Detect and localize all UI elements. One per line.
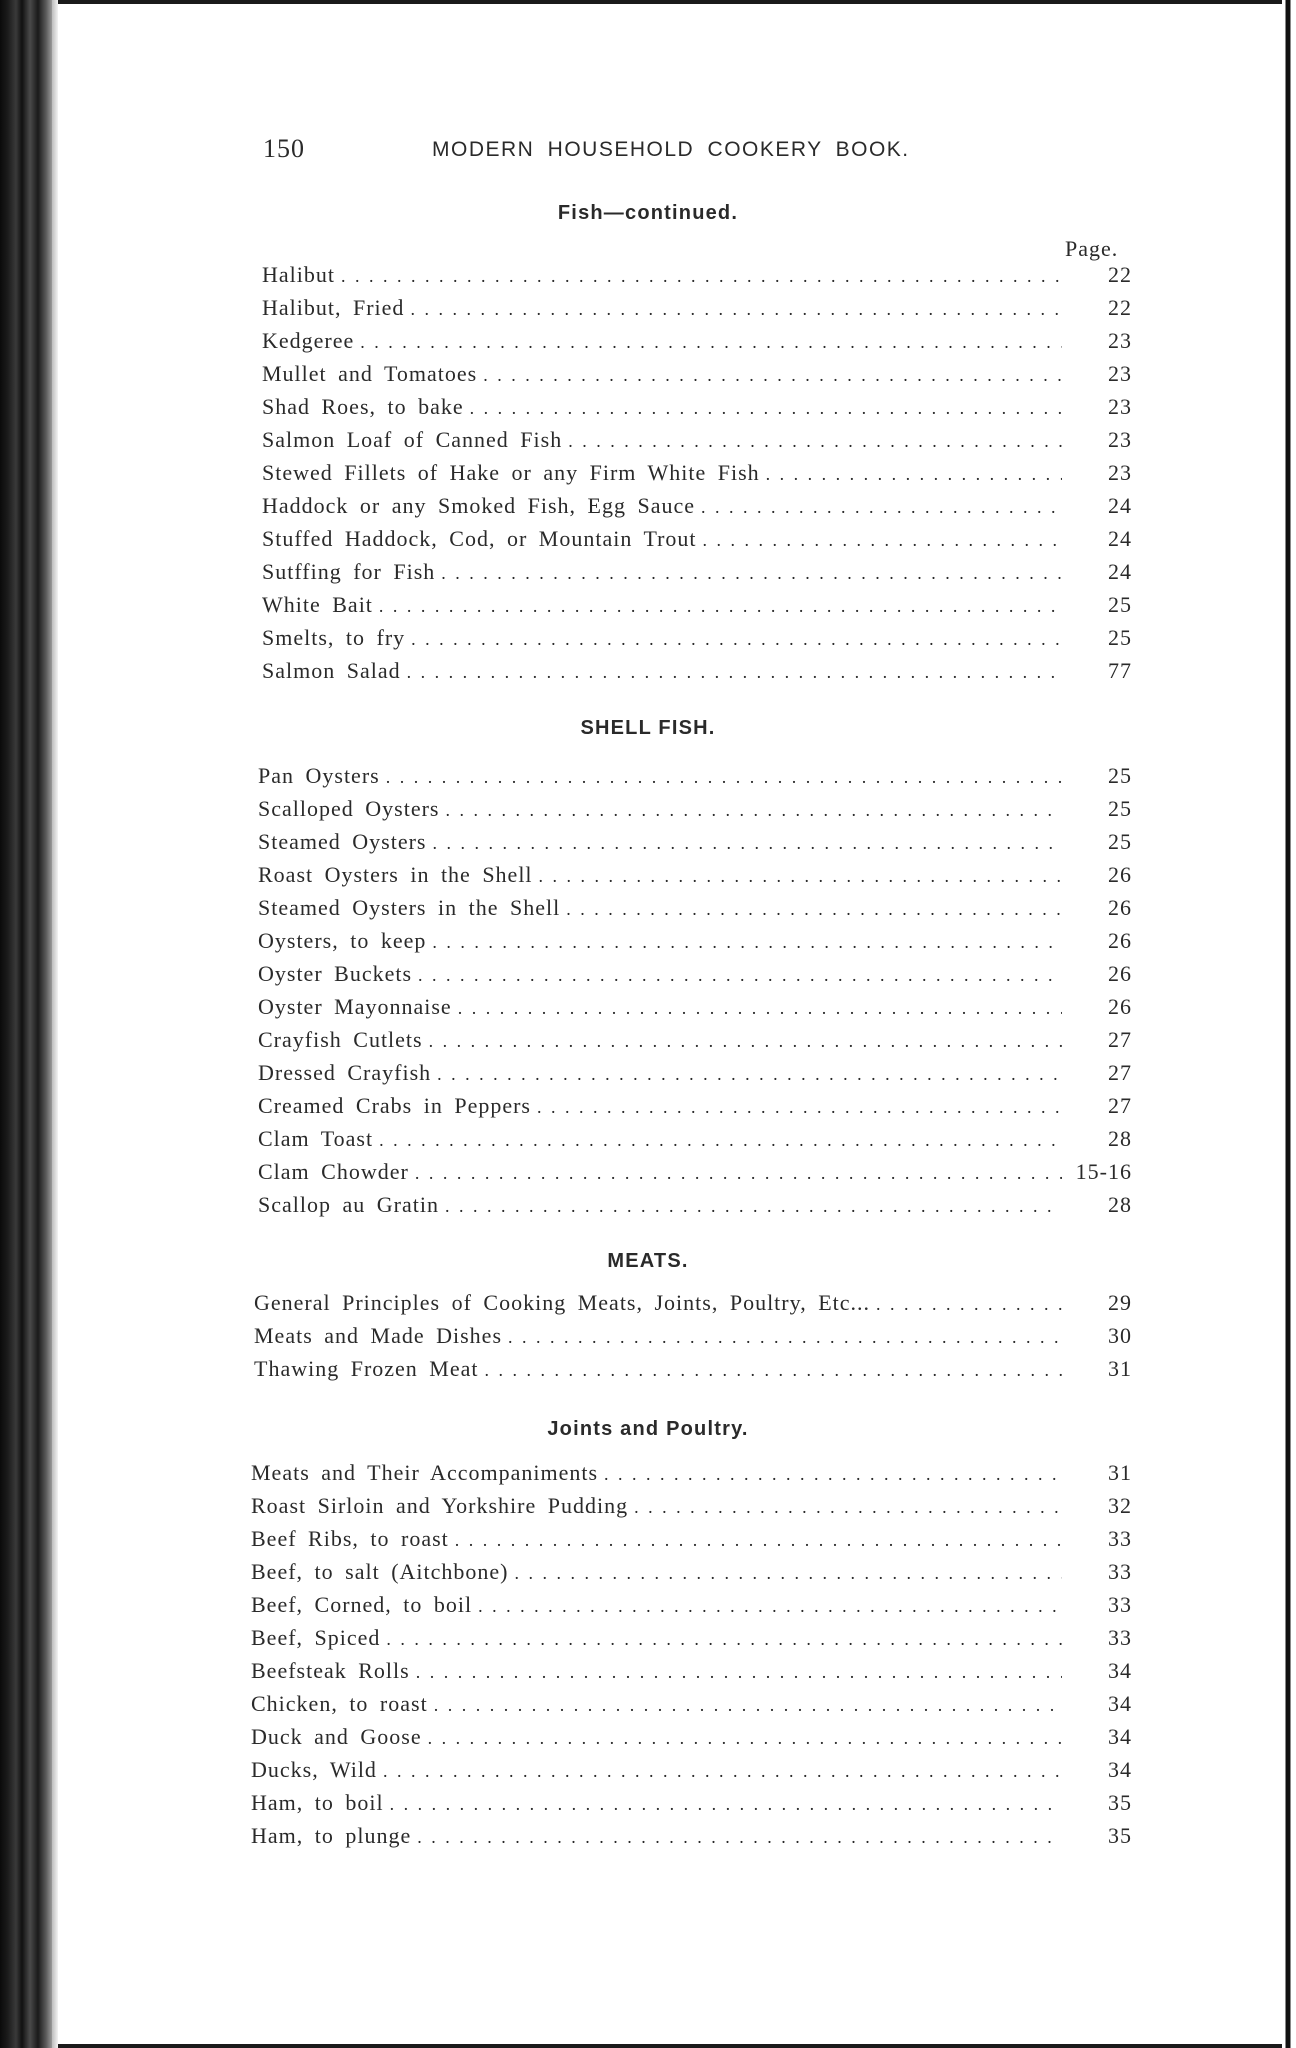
index-entry: Oyster Mayonnaise . . . 26	[258, 994, 1132, 1024]
index-entry: White Bait . . . 25	[262, 592, 1132, 622]
index-entry: Mullet and Tomatoes . . . 23	[262, 361, 1132, 391]
index-entry: Kedgeree . . . 23	[262, 328, 1132, 358]
index-entry: Steamed Oysters in the Shell . . . 26	[258, 895, 1132, 925]
scan-bottom-border	[58, 2044, 1282, 2048]
index-entry: Clam Toast . . . 28	[258, 1126, 1132, 1156]
section-heading-meats: MEATS.	[607, 1250, 689, 1272]
section-heading-shell-fish: SHELL FISH.	[580, 717, 716, 739]
index-entry: Halibut, Fried . . . 22	[262, 295, 1132, 325]
index-entry: Beef Ribs, to roast . . . 33	[251, 1526, 1132, 1556]
index-entry: Beef, Corned, to boil . . . 33	[251, 1592, 1132, 1622]
index-entry: Dressed Crayfish . . . 27	[258, 1060, 1132, 1090]
scan-top-border	[58, 0, 1282, 4]
index-entry: Thawing Frozen Meat . . . 31	[254, 1356, 1132, 1386]
index-entry: Beef, to salt (Aitchbone) . . . 33	[251, 1559, 1132, 1589]
index-entry: Ducks, Wild . . . 34	[251, 1757, 1132, 1787]
index-entry: Steamed Oysters . . . 25	[258, 829, 1132, 859]
index-entry: Ham, to boil . . . 35	[251, 1790, 1132, 1820]
page-gutter	[52, 0, 58, 2048]
index-entry: General Principles of Cooking Meats, Joints, Poultry, Etc... . . . 29	[254, 1290, 1132, 1320]
index-entry: Smelts, to fry . . . 25	[262, 625, 1132, 655]
index-entry: Beef, Spiced . . . 33	[251, 1625, 1132, 1655]
index-entry: Salmon Loaf of Canned Fish . . . 23	[262, 427, 1132, 457]
index-entry: Salmon Salad . . . 77	[262, 658, 1132, 688]
index-entry: Ham, to plunge . . . 35	[251, 1823, 1132, 1853]
index-entry: Chicken, to roast . . . 34	[251, 1691, 1132, 1721]
book-spine-shadow	[0, 0, 52, 2048]
index-entry: Oysters, to keep . . . 26	[258, 928, 1132, 958]
section-heading-fish-continued: Fish—continued.	[557, 202, 739, 224]
index-entry: Stewed Fillets of Hake or any Firm White Fish . . . 23	[262, 460, 1132, 490]
index-entry: Shad Roes, to bake . . . 23	[262, 394, 1132, 424]
index-entry: Crayfish Cutlets . . . 27	[258, 1027, 1132, 1057]
index-entry: Creamed Crabs in Peppers . . . 27	[258, 1093, 1132, 1123]
index-entry: Roast Sirloin and Yorkshire Pudding . . . 32	[251, 1493, 1132, 1523]
page-header	[0, 134, 1296, 168]
index-entry: Meats and Made Dishes . . . 30	[254, 1323, 1132, 1353]
index-entry: Scalloped Oysters . . . 25	[258, 796, 1132, 826]
index-entry: Pan Oysters . . . 25	[258, 763, 1132, 793]
page-number: 150	[263, 134, 305, 163]
index-entry: Clam Chowder . . . 15-16	[258, 1159, 1132, 1189]
running-title: MODERN HOUSEHOLD COOKERY BOOK.	[432, 138, 910, 161]
index-entry: Roast Oysters in the Shell . . . 26	[258, 862, 1132, 892]
scan-right-border	[1282, 0, 1296, 2048]
section-heading-joints-and-poultry: Joints and Poultry.	[547, 1418, 749, 1440]
page-column-label: Page.	[1065, 236, 1119, 261]
index-entry: Sutffing for Fish . . . 24	[262, 559, 1132, 589]
index-entry: Duck and Goose . . . 34	[251, 1724, 1132, 1754]
index-entry: Beefsteak Rolls . . . 34	[251, 1658, 1132, 1688]
index-entry: Oyster Buckets . . . 26	[258, 961, 1132, 991]
index-entry: Meats and Their Accompaniments . . . 31	[251, 1460, 1132, 1490]
index-entry: Haddock or any Smoked Fish, Egg Sauce . . . 24	[262, 493, 1132, 523]
index-entry: Scallop au Gratin . . . 28	[258, 1192, 1132, 1222]
index-entry: Halibut . . . 22	[262, 262, 1132, 292]
index-entry: Stuffed Haddock, Cod, or Mountain Trout . . . 24	[262, 526, 1132, 556]
